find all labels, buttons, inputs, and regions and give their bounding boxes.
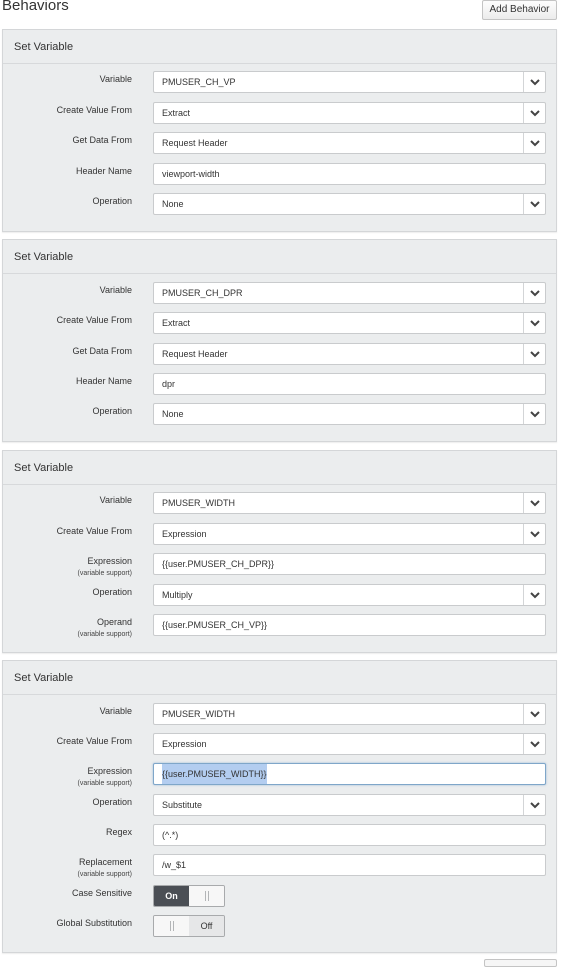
variable-row bbox=[3, 71, 556, 95]
chevron-down-icon[interactable] bbox=[523, 704, 545, 724]
variable-row bbox=[3, 703, 556, 727]
operation-row bbox=[3, 193, 556, 217]
header-name-label: Header Name bbox=[75, 376, 132, 386]
chevron-down-icon[interactable] bbox=[523, 493, 545, 513]
operation-value: None bbox=[162, 199, 184, 209]
operation-select[interactable] bbox=[153, 193, 546, 215]
chevron-down-icon[interactable] bbox=[523, 734, 545, 754]
create-value-from-label: Create Value From bbox=[56, 105, 132, 115]
panel-header bbox=[3, 451, 556, 485]
expression-label: Expression bbox=[87, 556, 132, 566]
variable-select[interactable] bbox=[153, 71, 546, 93]
create-value-from-label: Create Value From bbox=[56, 736, 132, 746]
variable-select[interactable] bbox=[153, 282, 546, 304]
add-behavior-button[interactable]: Add Behavior bbox=[482, 0, 557, 20]
create-value-from-select[interactable] bbox=[153, 102, 546, 124]
variable-support-note: (variable support) bbox=[77, 631, 132, 638]
get-data-from-select[interactable] bbox=[153, 343, 546, 365]
operand-row bbox=[3, 614, 556, 638]
header-name-row bbox=[3, 163, 556, 187]
set-variable-panel bbox=[2, 450, 557, 653]
chevron-down-icon[interactable] bbox=[523, 795, 545, 815]
header-name-input[interactable] bbox=[153, 373, 546, 395]
global-substitution-row bbox=[3, 915, 556, 939]
variable-value: PMUSER_WIDTH bbox=[162, 498, 236, 508]
regex-input[interactable] bbox=[153, 824, 546, 846]
set-variable-panel bbox=[2, 29, 557, 232]
chevron-down-icon[interactable] bbox=[523, 585, 545, 605]
partial-button[interactable] bbox=[484, 959, 557, 967]
expression-value: {{user.PMUSER_WIDTH}} bbox=[162, 764, 267, 784]
create-value-from-label: Create Value From bbox=[56, 526, 132, 536]
case-sensitive-toggle[interactable] bbox=[153, 885, 225, 907]
chevron-down-icon[interactable] bbox=[523, 313, 545, 333]
header-name-row bbox=[3, 373, 556, 397]
get-data-from-label: Get Data From bbox=[72, 135, 132, 145]
chevron-down-icon[interactable] bbox=[523, 194, 545, 214]
chevron-down-icon[interactable] bbox=[523, 283, 545, 303]
get-data-from-row bbox=[3, 343, 556, 367]
get-data-from-row bbox=[3, 132, 556, 156]
global-substitution-label: Global Substitution bbox=[56, 918, 132, 928]
operation-select[interactable] bbox=[153, 794, 546, 816]
expression-row bbox=[3, 553, 556, 577]
header-name-input[interactable] bbox=[153, 163, 546, 185]
operation-select[interactable] bbox=[153, 584, 546, 606]
grip-icon bbox=[189, 886, 224, 906]
regex-row bbox=[3, 824, 556, 848]
grip-icon bbox=[154, 916, 189, 936]
create-value-from-row bbox=[3, 523, 556, 547]
operation-row bbox=[3, 584, 556, 608]
operation-row bbox=[3, 794, 556, 818]
variable-value: PMUSER_CH_VP bbox=[162, 77, 236, 87]
variable-select[interactable] bbox=[153, 703, 546, 725]
get-data-from-value: Request Header bbox=[162, 138, 228, 148]
set-variable-panel bbox=[2, 239, 557, 442]
operation-label: Operation bbox=[92, 797, 132, 807]
chevron-down-icon[interactable] bbox=[523, 72, 545, 92]
operand-input[interactable] bbox=[153, 614, 546, 636]
panel-title: Set Variable bbox=[14, 251, 74, 263]
create-value-from-value: Expression bbox=[162, 739, 207, 749]
operation-value: Multiply bbox=[162, 590, 193, 600]
variable-label: Variable bbox=[99, 285, 132, 295]
variable-value: PMUSER_WIDTH bbox=[162, 709, 236, 719]
get-data-from-select[interactable] bbox=[153, 132, 546, 154]
panel-title: Set Variable bbox=[14, 41, 74, 53]
header-name-label: Header Name bbox=[75, 166, 132, 176]
expression-input[interactable] bbox=[153, 553, 546, 575]
variable-label: Variable bbox=[99, 495, 132, 505]
regex-value: (^.*) bbox=[162, 830, 179, 840]
panel-header bbox=[3, 30, 556, 64]
global-substitution-toggle[interactable] bbox=[153, 915, 225, 937]
toggle-on-label: On bbox=[154, 886, 189, 906]
create-value-from-row bbox=[3, 102, 556, 126]
variable-support-note: (variable support) bbox=[77, 780, 132, 787]
expression-row bbox=[3, 763, 556, 787]
panel-title: Set Variable bbox=[14, 462, 74, 474]
get-data-from-label: Get Data From bbox=[72, 346, 132, 356]
header-name-value: viewport-width bbox=[162, 169, 220, 179]
operand-label: Operand bbox=[96, 617, 132, 627]
create-value-from-value: Extract bbox=[162, 318, 191, 328]
operation-select[interactable] bbox=[153, 403, 546, 425]
variable-value: PMUSER_CH_DPR bbox=[162, 288, 243, 298]
create-value-from-select[interactable] bbox=[153, 733, 546, 755]
operation-value: None bbox=[162, 409, 184, 419]
variable-label: Variable bbox=[99, 74, 132, 84]
operand-value: {{user.PMUSER_CH_VP}} bbox=[162, 620, 268, 630]
case-sensitive-row bbox=[3, 885, 556, 909]
replacement-label: Replacement bbox=[78, 857, 132, 867]
get-data-from-value: Request Header bbox=[162, 349, 228, 359]
variable-support-note: (variable support) bbox=[77, 871, 132, 878]
variable-select[interactable] bbox=[153, 492, 546, 514]
create-value-from-row bbox=[3, 312, 556, 336]
toggle-off-label: Off bbox=[189, 916, 224, 936]
chevron-down-icon[interactable] bbox=[523, 404, 545, 424]
variable-support-note: (variable support) bbox=[77, 570, 132, 577]
variable-row bbox=[3, 492, 556, 516]
create-value-from-select[interactable] bbox=[153, 312, 546, 334]
create-value-from-row bbox=[3, 733, 556, 757]
operation-label: Operation bbox=[92, 406, 132, 416]
chevron-down-icon[interactable] bbox=[523, 103, 545, 123]
replacement-value: /w_$1 bbox=[162, 860, 187, 870]
create-value-from-label: Create Value From bbox=[56, 315, 132, 325]
panel-header bbox=[3, 661, 556, 695]
operation-row bbox=[3, 403, 556, 427]
replacement-row bbox=[3, 854, 556, 878]
operation-label: Operation bbox=[92, 196, 132, 206]
chevron-down-icon[interactable] bbox=[523, 524, 545, 544]
set-variable-panel bbox=[2, 660, 557, 953]
variable-label: Variable bbox=[99, 706, 132, 716]
chevron-down-icon[interactable] bbox=[523, 344, 545, 364]
create-value-from-value: Extract bbox=[162, 108, 191, 118]
operation-label: Operation bbox=[92, 587, 132, 597]
operation-value: Substitute bbox=[162, 800, 203, 810]
expression-label: Expression bbox=[87, 766, 132, 776]
replacement-input[interactable] bbox=[153, 854, 546, 876]
panel-header bbox=[3, 240, 556, 274]
create-value-from-select[interactable] bbox=[153, 523, 546, 545]
case-sensitive-label: Case Sensitive bbox=[71, 888, 132, 898]
panel-title: Set Variable bbox=[14, 672, 74, 684]
header-name-value: dpr bbox=[162, 379, 176, 389]
expression-input[interactable] bbox=[153, 763, 546, 785]
variable-row bbox=[3, 282, 556, 306]
expression-value: {{user.PMUSER_CH_DPR}} bbox=[162, 559, 275, 569]
regex-label: Regex bbox=[105, 827, 132, 837]
page-title: Behaviors bbox=[2, 0, 69, 14]
create-value-from-value: Expression bbox=[162, 529, 207, 539]
chevron-down-icon[interactable] bbox=[523, 133, 545, 153]
